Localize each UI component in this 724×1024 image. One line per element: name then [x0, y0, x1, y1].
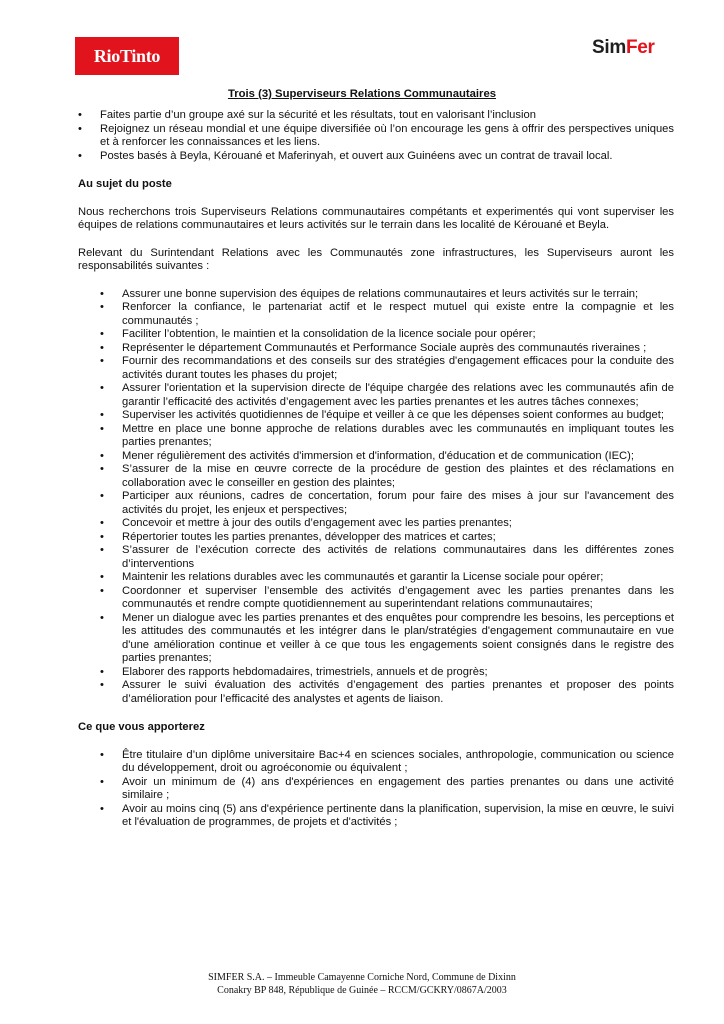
responsibility-item: • Participer aux réunions, cadres de concertation, forum pour faire des mises à jour sur l'avancement des activités du projet, les enjeux et perspectives;	[122, 490, 674, 517]
responsibility-item: • Coordonner et superviser l’ensemble des activités d’engagement avec les parties prenantes dans les communautés et rendre compte quotidiennement au superintendant relations communautaires;	[122, 585, 674, 612]
responsibility-item: • Faciliter l’obtention, le maintien et la consolidation de la licence sociale pour opérer;	[122, 328, 674, 342]
responsibility-item: • Assurer l'orientation et la supervision directe de l'équipe chargée des relations avec les communautés afin de garantir l’efficacité des activités d’engagement avec les parties prenantes et les autres tâches connexes;	[122, 382, 674, 409]
responsibility-item: • Mener régulièrement des activités d'immersion et d'information, d'éducation et de communication (IEC);	[122, 450, 674, 464]
document-title: Trois (3) Superviseurs Relations Communautaires	[227, 88, 497, 100]
rio-tinto-logo	[75, 37, 179, 75]
requirement-item: • Être titulaire d’un diplôme universitaire Bac+4 en sciences sociales, anthropologie, communication ou science du développement, droit ou agroéconomie ou équivalent ;	[122, 749, 674, 776]
responsibility-item: • Maintenir les relations durables avec les communautés et garantir la License sociale pour opérer;	[122, 571, 674, 585]
responsibility-item: • S’assurer de l’exécution correcte des activités de relations communautaires dans les différentes zones d’interventions	[122, 544, 674, 571]
responsibility-item: • Concevoir et mettre à jour des outils d’engagement avec les parties prenantes;	[122, 517, 674, 531]
about-paragraph-2: Relevant du Surintendant Relations avec les Communautés zone infrastructures, les Superviseurs auront les responsabilités suivantes :	[78, 246, 674, 272]
responsibility-item: • Mener un dialogue avec les parties prenantes et des enquêtes pour comprendre les besoins, les perceptions et les attitudes des communautés et les intégrer dans le plan/stratégies d'engagement communautaire en vue d'une amélioration continue et veiller à ce que tous les engagements soient consignés dans le registre des parties prenantes;	[122, 612, 674, 666]
intro-bullet: • Faites partie d’un groupe axé sur la sécurité et les résultats, tout en valorisant l’inclusion	[100, 109, 674, 123]
intro-bullet: • Rejoignez un réseau mondial et une équipe diversifiée où l’on encourage les gens à offrir des perspectives uniques et à renforcer les connaissances et les liens.	[100, 123, 674, 150]
requirement-item: • Avoir au moins cinq (5) ans d'expérience pertinente dans la planification, supervision, la mise en œuvre, le suivi et l'évaluation de programmes, de projets et d'activités ;	[122, 803, 674, 830]
document-body	[78, 109, 674, 830]
about-heading: Au sujet du poste	[78, 178, 172, 190]
responsibility-item: • Représenter le département Communautés et Performance Sociale auprès des communautés riveraines ;	[122, 342, 674, 356]
responsibility-item: • Répertorier toutes les parties prenantes, développer des matrices et cartes;	[122, 531, 674, 545]
responsibility-item: • Mettre en place une bonne approche de relations durables avec les communautés en impliquant toutes les parties prenantes;	[122, 423, 674, 450]
responsibility-item: • Renforcer la confiance, le partenariat actif et le respect mutuel qui existe entre la compagnie et les communautés ;	[122, 301, 674, 328]
requirement-item: • Avoir un minimum de (4) ans d'expériences en engagement des parties prenantes ou dans une activité similaire ;	[122, 776, 674, 803]
responsibility-item: • Assurer le suivi évaluation des activités d’engagement des parties prenantes et proposer des points d’amélioration pour l’efficacité des analystes et agents de liaison.	[122, 679, 674, 706]
about-paragraph-1: Nous recherchons trois Superviseurs Relations communautaires compétants et experimentés qui vont superviser les équipes de relations communautaires et leurs activités sur le terrain dans les localité de Kérouané et Beyla.	[78, 205, 674, 231]
requirements-list	[78, 749, 674, 830]
requirements-heading: Ce que vous apporterez	[78, 721, 205, 733]
responsibility-item: • Fournir des recommandations et des conseils sur des stratégies d'engagement efficaces pour la conduite des activités durant toutes les phases du projet;	[122, 355, 674, 382]
rio-tinto-logo-text: RioTinto	[93, 45, 161, 66]
responsibility-item: • Elaborer des rapports hebdomadaires, trimestriels, annuels et de progrès;	[122, 666, 674, 680]
simfer-logo-fer: Fer	[625, 37, 655, 58]
responsibility-item: • Assurer une bonne supervision des équipes de relations communautaires et leurs activités sur le terrain;	[122, 288, 674, 302]
footer-line-1: SIMFER S.A. – Immeuble Camayenne Corniche Nord, Commune de Dixinn	[208, 972, 516, 983]
intro-bullet: • Postes basés à Beyla, Kérouané et Maferinyah, et ouvert aux Guinéens avec un contrat de travail local.	[100, 150, 674, 164]
simfer-logo	[592, 37, 655, 59]
responsibility-item: • S’assurer de la mise en œuvre correcte de la procédure de gestion des plaintes et des réclamations en collaboration avec le conseiller en gestion des plaintes;	[122, 463, 674, 490]
page-footer	[0, 972, 724, 997]
simfer-logo-sim: Sim	[592, 37, 626, 58]
responsibilities-list	[78, 288, 674, 707]
intro-bullet-list	[78, 109, 674, 163]
responsibility-item: • Superviser les activités quotidiennes de l'équipe et veiller à ce que les dépenses soient conformes au budget;	[122, 409, 674, 423]
footer-line-2: Conakry BP 848, République de Guinée – RCCM/GCKRY/0867A/2003	[217, 984, 507, 996]
